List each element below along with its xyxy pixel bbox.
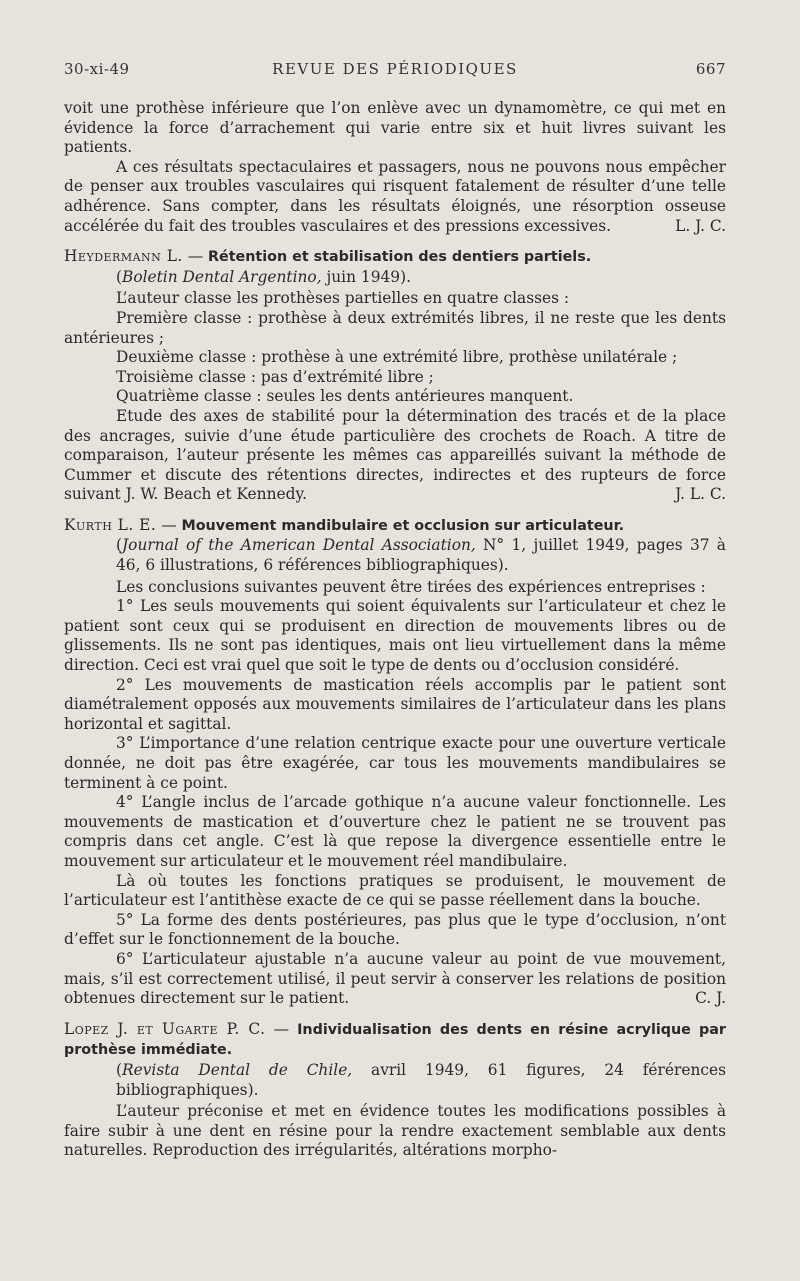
entry-ref-details: juin 1949). xyxy=(321,267,411,286)
entry-paragraph-text: 6° L’articulateur ajustable n’a aucune valeur au point de vue mouvement, mais, s’il est correctement utilisé, il peut servir à conserver les relations de position obtenues directement sur le patient. xyxy=(64,949,726,1008)
entry-paragraph: L’auteur préconise et met en évidence toutes les modifications possibles à faire subir à une dent en résine pour la rendre exactement semblable aux dents naturelles. Reproduction des irrégularités, altérations morpho- xyxy=(64,1102,726,1160)
entry-ref-details: avril 1949, 61 figures, 24 férérences bibliographiques). xyxy=(116,1060,726,1099)
entry-heading xyxy=(64,516,726,537)
intro-paragraph-2-text: A ces résultats spectaculaires et passagers, nous ne pouvons nous empêcher de penser aux troubles vasculaires qui risquent fatalement de résulter d’une telle adhérence. Sans compter, dans les résultats éloignés, une résorption osseuse accélérée du fait des troubles vasculaires et des pressions excessives. xyxy=(64,157,726,235)
entry-author: Kurth L. E. xyxy=(64,515,157,534)
running-header xyxy=(64,60,726,82)
entry-paragraph: Deuxième classe : prothèse à une extrémité libre, prothèse unilatérale ; xyxy=(116,348,678,367)
intro-paragraph-2 xyxy=(64,158,726,236)
entry-paragraph: Première classe : prothèse à deux extrémités libres, il ne reste que les dents antérieures ; xyxy=(64,308,726,347)
entry-reference xyxy=(64,536,726,575)
entry-dash: — xyxy=(265,1019,298,1038)
review-entry-heydermann xyxy=(64,247,726,505)
entry-ref-details: N° 1, juillet 1949, pages 37 à 46, 6 illustrations, 6 références bibliographiques). xyxy=(116,536,726,575)
intro-paragraph-1: voit une prothèse inférieure que l’on enlève avec un dynamomètre, ce qui met en évidence la force d’arrachement qui varie entre six et huit livres suivant les patients. xyxy=(64,99,726,157)
entry-author: Lopez J. et Ugarte P. C. xyxy=(64,1019,266,1038)
ref-open: ( xyxy=(116,536,123,555)
entry-paragraph xyxy=(64,950,726,1009)
entry-paragraph: Là où toutes les fonctions pratiques se produisent, le mouvement de l’articulateur est l’antithèse exacte de ce qui se passe réellement dans la bouche. xyxy=(64,871,726,910)
entry-author: Heydermann L. xyxy=(64,247,183,266)
entry-journal: Revista Dental de Chile, xyxy=(122,1060,353,1079)
entry-journal: Boletin Dental Argentino, xyxy=(122,267,322,286)
entry-heading xyxy=(64,1020,726,1061)
entry-title: Rétention et stabilisation des dentiers partiels. xyxy=(208,249,592,266)
entry-reference xyxy=(64,1061,726,1100)
entry-paragraph: Troisième classe : pas d’extrémité libre ; xyxy=(116,367,434,386)
header-title: REVUE DES PÉRIODIQUES xyxy=(272,60,518,78)
entry-paragraph: 2° Les mouvements de mastication réels accomplis par le patient sont diamétralement opposés aux mouvements similaires de l’articulateur dans les plans horizontal et sagittal. xyxy=(64,675,726,733)
entry-paragraph: L’auteur classe les prothèses partielles en quatre classes : xyxy=(116,289,570,308)
entry-paragraph: 3° L’importance d’une relation centrique exacte pour une ouverture verticale donnée, ne doit pas être exagérée, car tous les mouvements mandibulaires se terminent à ce point. xyxy=(64,734,726,792)
review-signature: C. J. xyxy=(695,989,726,1008)
entry-paragraph: 5° La forme des dents postérieures, pas plus que le type d’occlusion, n’ont d’effet sur le fonctionnement de la bouche. xyxy=(64,910,726,949)
entry-reference xyxy=(64,268,726,288)
ref-open: ( xyxy=(116,267,123,286)
entry-dash: — xyxy=(156,515,182,534)
ref-open: ( xyxy=(116,1060,123,1079)
entry-title: Individualisation des dents en résine acrylique par prothèse immédiate. xyxy=(64,1021,726,1059)
entry-paragraph: 4° L’angle inclus de l’arcade gothique n’a aucune valeur fonctionnelle. Les mouvements de mastication et d’ouverture chez le patient ne se trouvent pas compris dans cet angle. C’est là que repose la divergence essentielle entre le mouvement sur articulateur et le mouvement réel mandibulaire. xyxy=(64,793,726,870)
review-signature: L. J. C. xyxy=(675,216,726,235)
entry-paragraph-text: Etude des axes de stabilité pour la détermination des tracés et de la place des ancrages, suivie d’une étude particulière des crochets de Roach. A titre de comparaison, l’auteur présente les mêmes cas appareillés suivant la méthode de Cummer et discute des rétentions directes, indirectes et des rupteurs de force suivant J. W. Beach et Kennedy. xyxy=(64,406,726,504)
page-number: 667 xyxy=(695,60,726,78)
entry-paragraph xyxy=(64,407,726,505)
entry-journal: Journal of the American Dental Association, xyxy=(122,536,476,555)
review-entry-kurth xyxy=(64,516,726,1009)
entry-title: Mouvement mandibulaire et occlusion sur articulateur. xyxy=(181,517,625,534)
entry-paragraph: 1° Les seuls mouvements qui soient équivalents sur l’articulateur et chez le patient sont ceux qui se produisent en direction de mouvements libres ou de glissements. Ils ne sont pas identiques, mais ont lieu virtuellement dans la même direction. Ceci est vrai quel que soit le type de dents ou d’occlusion considéré. xyxy=(64,597,726,675)
entry-paragraph: Les conclusions suivantes peuvent être tirées des expériences entreprises : xyxy=(116,577,706,596)
review-signature: J. L. C. xyxy=(675,485,726,504)
entry-dash: — xyxy=(182,247,208,266)
review-entry-lopez-ugarte xyxy=(64,1020,726,1161)
entry-paragraph: Quatrième classe : seules les dents antérieures manquent. xyxy=(116,387,574,406)
entry-heading xyxy=(64,247,726,268)
page-body xyxy=(64,99,726,1161)
header-date: 30-xi-49 xyxy=(64,60,130,78)
